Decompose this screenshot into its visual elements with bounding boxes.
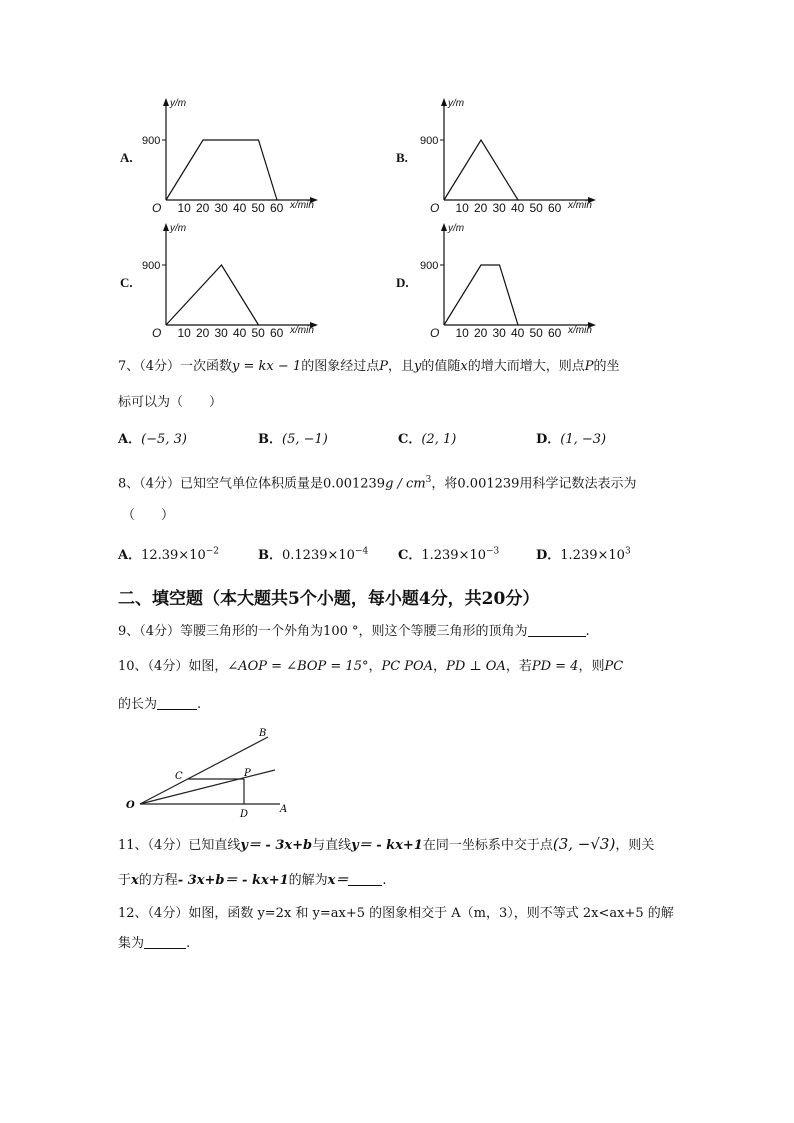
x-tick-label: 10 (455, 326, 469, 340)
q10-line1: 10、（4分）如图，∠AOP = ∠BOP = 15°，PC POA，PD ⊥ OA，若PD = 4，则PC (118, 659, 624, 674)
x-tick-label: 20 (196, 326, 210, 340)
distance-time-line (166, 265, 259, 325)
q7-mid: 的图象经过点 (301, 359, 380, 374)
x-tick-label: 30 (492, 201, 506, 215)
q11-line2: 于x的方程- 3x+b＝ - kx+1的解为x＝ . (118, 873, 387, 888)
graph-option-c (118, 217, 358, 347)
distance-time-line (444, 265, 518, 325)
q7-mid2: ，且 (387, 359, 414, 374)
x-tick-label: 60 (548, 201, 562, 215)
x-axis-label: x/min (290, 325, 314, 336)
x-tick-label: 30 (214, 326, 228, 340)
q10-angle: ∠AOP = ∠BOP = 15° (227, 659, 369, 674)
x-tick-label: 50 (529, 201, 543, 215)
graph-letter: B. (396, 150, 408, 165)
x-tick-label: 50 (251, 326, 265, 340)
q7-mid3: 的值随 (421, 359, 461, 374)
x-tick-label: 40 (511, 326, 525, 340)
origin-label: O (430, 326, 440, 340)
q11-answer-blank[interactable] (348, 871, 382, 886)
q7-option-c[interactable]: C．(2, 1) (398, 432, 457, 447)
x-axis-label: x/min (290, 200, 314, 211)
x-tick-label: 10 (177, 201, 191, 215)
x-tick-label: 40 (233, 326, 247, 340)
y-tick-label: 900 (142, 135, 161, 147)
y-axis-arrow (163, 98, 169, 106)
q8-option-d[interactable]: D．$1.239\times 10^3$ (536, 546, 631, 563)
q7-option-b[interactable]: B．(5, −1) (258, 432, 328, 447)
q10-parallel: PC POA (381, 659, 434, 674)
x-tick-label: 40 (511, 201, 525, 215)
x-tick-label: 50 (529, 326, 543, 340)
q7-var-y: y (413, 359, 422, 374)
label-b: B (259, 728, 267, 739)
q7-line1 (118, 357, 619, 377)
y-axis-arrow (441, 98, 447, 106)
q7-suffix: 的坐 (593, 359, 620, 374)
label-d: D (240, 809, 249, 820)
q9-line: 9、（4分）等腰三角形的一个外角为100 °，则这个等腰三角形的顶角为 . (118, 624, 590, 639)
q10-answer-blank[interactable] (157, 695, 197, 710)
graph-svg (144, 217, 344, 347)
q8-option-a[interactable]: A．$12.39\times 10^{-2}$ (118, 546, 220, 563)
x-tick-label: 20 (474, 201, 488, 215)
q7-point-p: P (379, 359, 388, 374)
q12-answer-blank[interactable] (144, 934, 186, 949)
x-tick-label: 60 (548, 326, 562, 340)
y-axis-label: y/m (448, 98, 465, 109)
x-tick-label: 20 (196, 201, 210, 215)
graph-letter: D. (396, 275, 409, 290)
distance-time-line (444, 140, 518, 200)
x-tick-label: 60 (270, 326, 284, 340)
q11-line1: 11、（4分）已知直线y＝ - 3x+b与直线y＝ - kx+1在同一坐标系中交于点(3, −√3)，则关 (118, 835, 655, 853)
ray-op (140, 770, 275, 804)
q11-eq3: - 3x+b＝ - kx+1 (177, 873, 289, 888)
label-o: O (126, 800, 135, 811)
q8-value: 0.001239 (323, 476, 386, 492)
y-axis-arrow (441, 223, 447, 231)
q11-eq2: y＝ - kx+1 (351, 838, 423, 853)
q10-pd: PD = 4 (531, 659, 579, 674)
q7-option-d[interactable]: D．(1, −3) (536, 432, 607, 447)
graph-svg (144, 92, 344, 222)
x-axis-label: x/min (568, 200, 592, 211)
y-tick-label: 900 (420, 135, 439, 147)
graph-svg (422, 217, 622, 347)
origin-label: O (152, 201, 162, 215)
q11-point: (3, −√3) (552, 835, 616, 853)
x-tick-label: 20 (474, 326, 488, 340)
graph-option-a (118, 92, 358, 222)
label-c: C (175, 771, 183, 782)
q8-unit: g / cm (385, 476, 426, 492)
graph-svg (422, 92, 622, 222)
q8-line1: 8、（4分）已知空气单位体积质量是$0.001239g / cm^3$，将0.001239用科学记数法表示为 (118, 475, 637, 492)
q7-line2: 标可以为（ ） (118, 395, 223, 410)
y-axis-label: y/m (448, 223, 465, 234)
q10-perpendicular: PD ⊥ OA (446, 659, 506, 674)
q7-prefix: 7、（4分）一次函数 (118, 359, 233, 374)
x-tick-label: 10 (177, 326, 191, 340)
q7-var-x: x (460, 359, 468, 374)
q10-line2: 的长为 . (118, 697, 202, 712)
label-p: P (244, 768, 251, 779)
x-tick-label: 10 (455, 201, 469, 215)
x-tick-label: 30 (492, 326, 506, 340)
q8-line2: （ ） (122, 508, 175, 523)
q7-function: y = kx − 1 (232, 359, 302, 374)
q10-pc: PC (604, 659, 624, 674)
graph-option-b (396, 92, 636, 222)
x-axis-label: x/min (568, 325, 592, 336)
section-title: 二、填空题（本大题共5个小题，每小题4分，共20分） (118, 589, 540, 609)
origin-label: O (152, 326, 162, 340)
graph-letter: C. (120, 275, 133, 290)
graph-letter: A. (120, 150, 133, 165)
x-tick-label: 30 (214, 201, 228, 215)
y-axis-label: y/m (170, 223, 187, 234)
q7-mid4: 的增大而增大，则点 (467, 359, 585, 374)
q12-line1: 12、（4分）如图，函数 y=2x 和 y=ax+5 的图象相交于 A（m，3），则不等式 2x<ax+5 的解 (118, 906, 674, 921)
y-axis-arrow (163, 223, 169, 231)
y-tick-label: 900 (420, 260, 439, 272)
q12-line2: 集为 . (118, 936, 191, 951)
q7-point-p2: P (584, 359, 594, 374)
q7-option-a[interactable]: A．(−5, 3) (118, 432, 187, 447)
q11-eq1: y＝ - 3x+b (240, 838, 313, 853)
q8-option-c[interactable]: C．$1.239\times 10^{-3}$ (398, 546, 500, 563)
q10-geometry-figure (120, 724, 300, 820)
q8-option-b[interactable]: B．$0.1239\times 10^{-4}$ (258, 546, 369, 563)
distance-time-line (166, 140, 277, 200)
origin-label: O (430, 201, 440, 215)
x-tick-label: 40 (233, 201, 247, 215)
label-a: A (280, 804, 288, 815)
x-tick-label: 60 (270, 201, 284, 215)
x-tick-label: 50 (251, 201, 265, 215)
y-tick-label: 900 (142, 260, 161, 272)
graph-option-d (396, 217, 636, 347)
y-axis-label: y/m (170, 98, 187, 109)
q9-answer-blank[interactable] (528, 622, 586, 637)
